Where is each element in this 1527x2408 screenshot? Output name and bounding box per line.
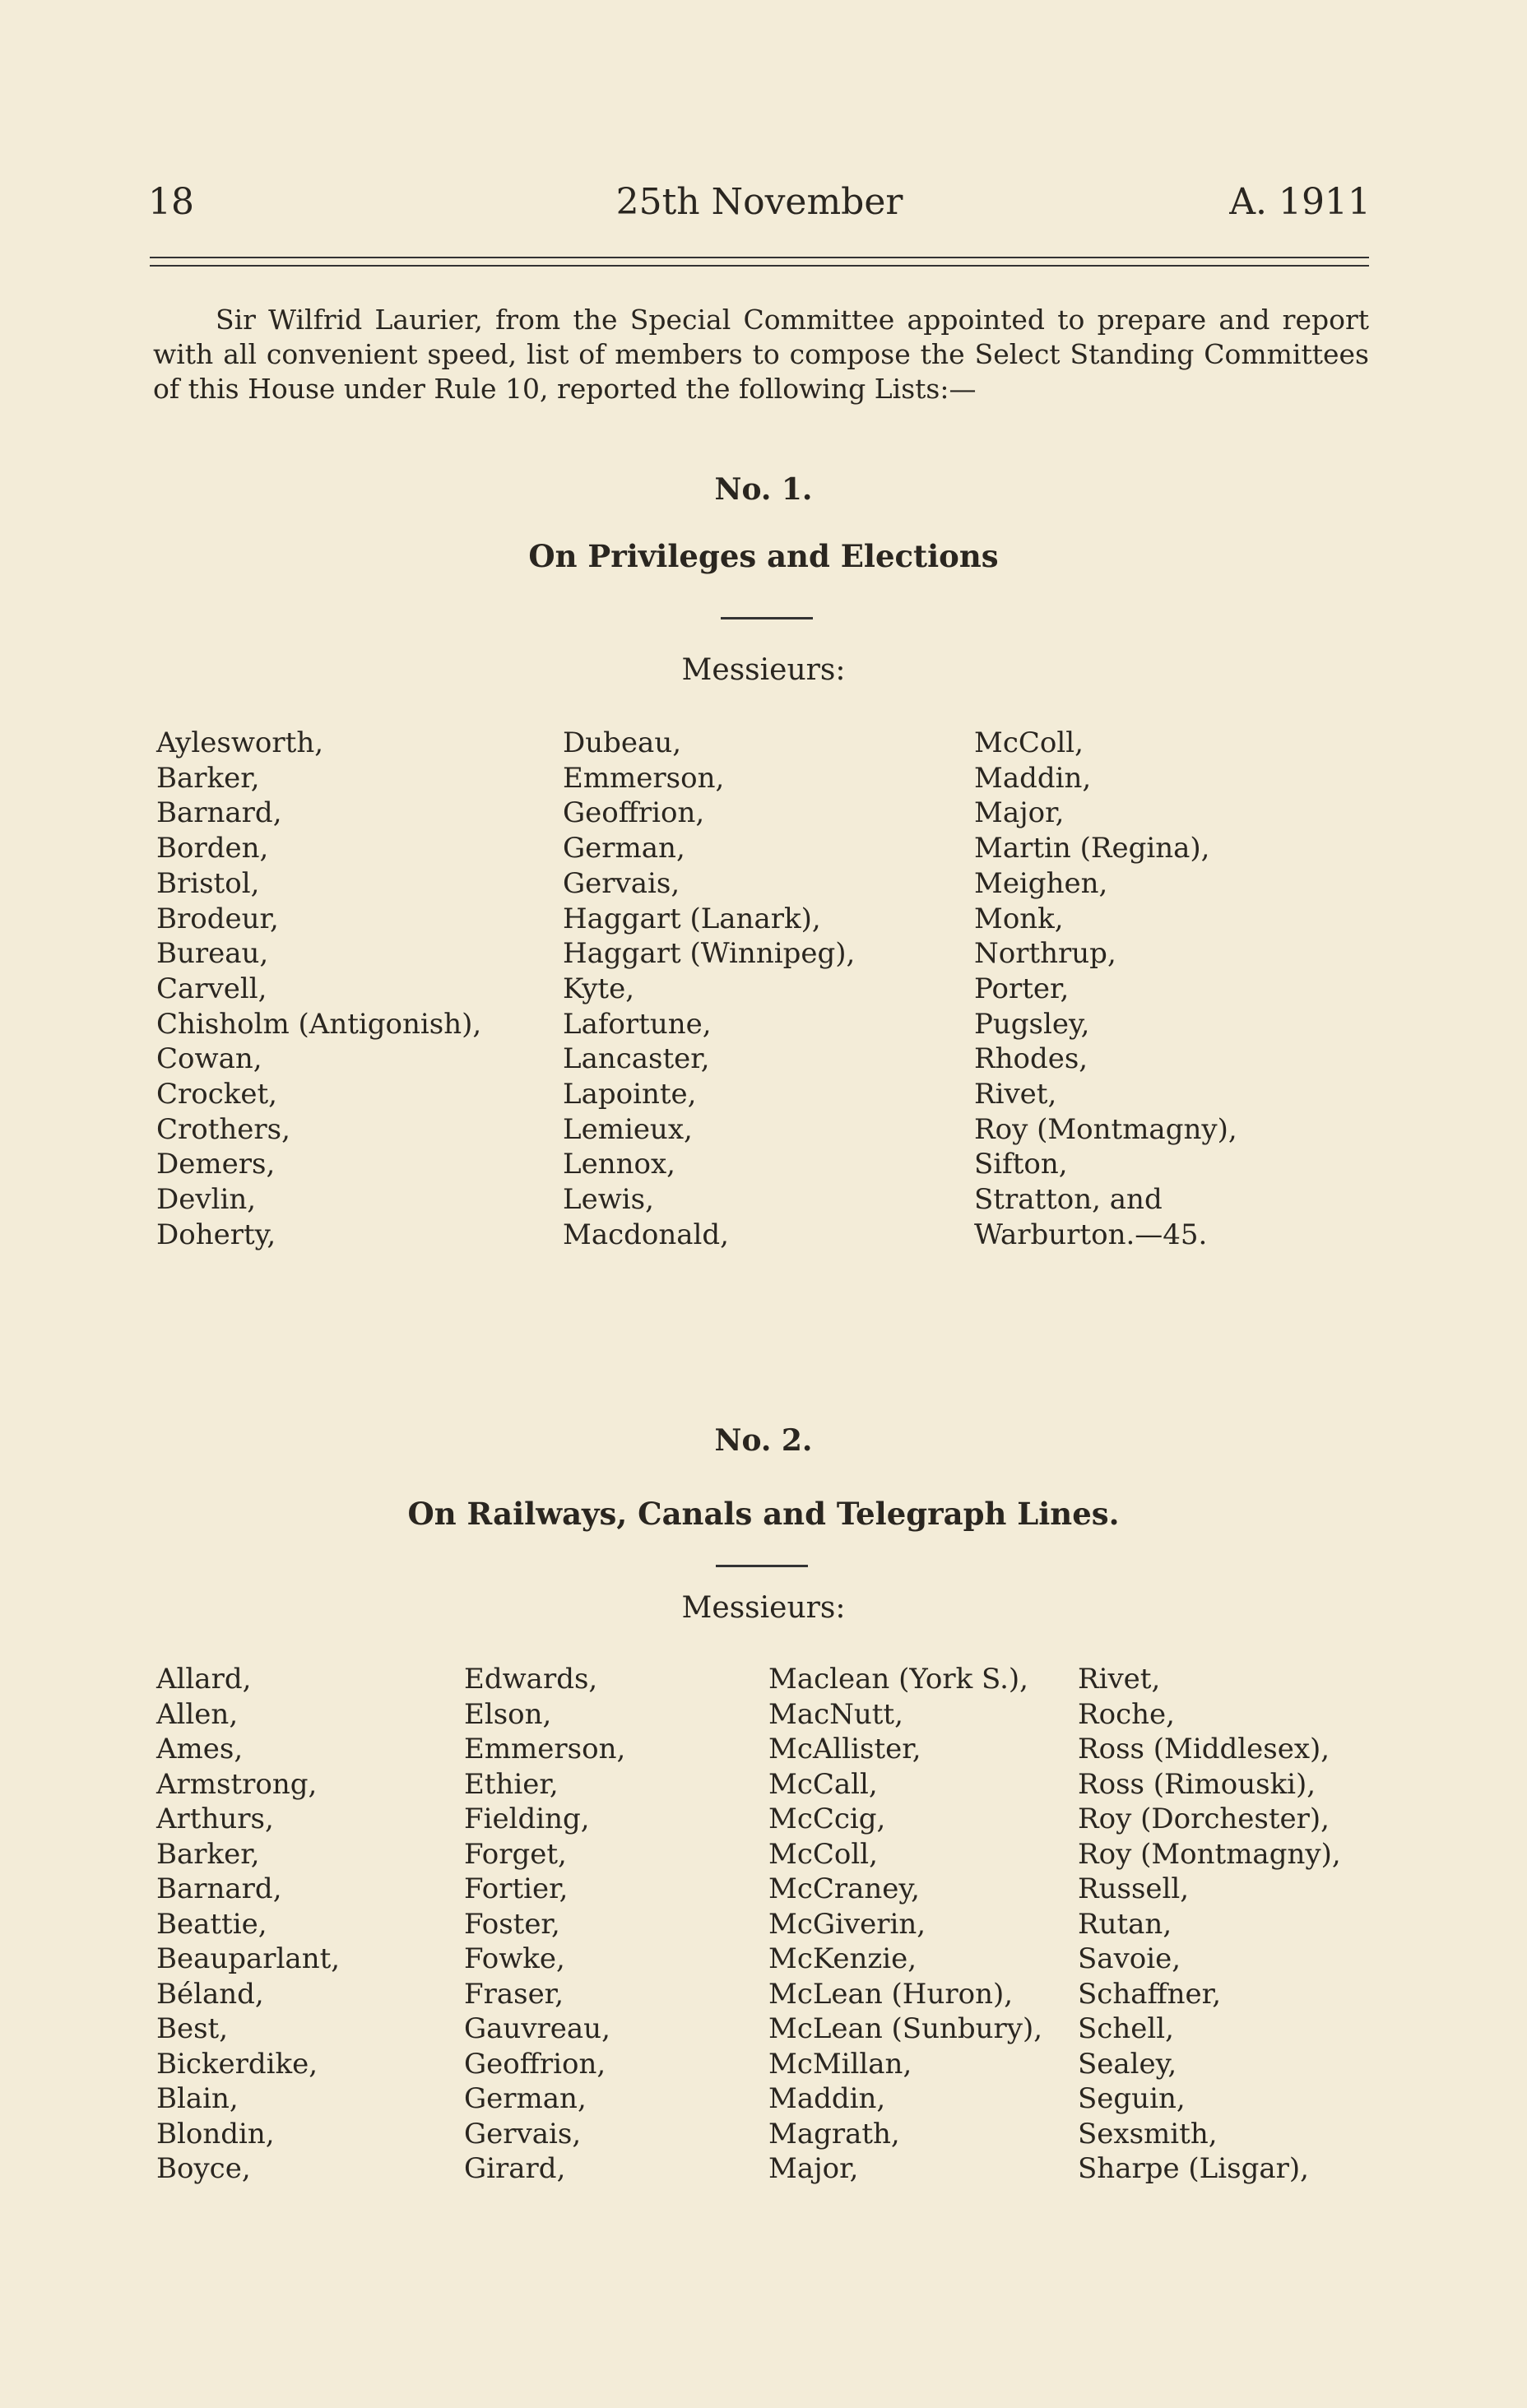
member-name: Porter,: [974, 972, 1070, 1005]
list2-title: On Railways, Canals and Telegraph Lines.: [407, 1496, 1120, 1532]
member-name: Fowke,: [464, 1942, 565, 1975]
member-name: Lapointe,: [563, 1078, 697, 1111]
member-name: Maddin,: [974, 761, 1092, 795]
member-name: Borden,: [156, 832, 269, 865]
member-name: Sharpe (Lisgar),: [1078, 2152, 1309, 2185]
member-name: Northrup,: [974, 937, 1116, 971]
member-name: Geoffrion,: [563, 796, 705, 830]
list2-salutation: Messieurs:: [681, 1591, 846, 1625]
member-name: Aylesworth,: [156, 726, 324, 759]
member-name: Roche,: [1078, 1697, 1175, 1731]
member-name: Lancaster,: [563, 1042, 710, 1076]
member-name: Blondin,: [156, 2117, 275, 2150]
member-name: McCcig,: [768, 1803, 886, 1835]
member-name: Meighen,: [974, 866, 1108, 900]
member-name: Lennox,: [563, 1148, 675, 1181]
member-name: Lewis,: [563, 1183, 654, 1217]
member-name: Rivet,: [974, 1078, 1057, 1111]
member-name: Maddin,: [768, 2082, 886, 2115]
member-name: Best,: [156, 2012, 229, 2045]
member-name: Foster,: [464, 1907, 560, 1941]
member-name: Russell,: [1078, 1872, 1190, 1905]
member-name: Ross (Rimouski),: [1078, 1767, 1316, 1801]
member-name: Blain,: [156, 2082, 239, 2115]
member-name: Schaffner,: [1078, 1977, 1222, 2011]
intro-paragraph: [153, 303, 1369, 406]
member-name: Brodeur,: [156, 902, 279, 935]
member-name: Elson,: [464, 1697, 552, 1731]
list1-salutation: Messieurs:: [681, 653, 846, 687]
member-name: Devlin,: [156, 1183, 257, 1217]
header-year: A. 1911: [1229, 181, 1371, 223]
list2-short-rule: [716, 1565, 808, 1567]
member-name: Allard,: [156, 1663, 252, 1696]
list1-column-1: [156, 726, 481, 1253]
member-name: Sifton,: [974, 1148, 1068, 1181]
member-name: Magrath,: [768, 2117, 900, 2150]
member-name: McLean (Sunbury),: [768, 2012, 1043, 2045]
member-name: McCraney,: [768, 1872, 920, 1905]
list2-column-4: [1078, 1662, 1341, 2187]
member-name: Béland,: [156, 1977, 264, 2011]
member-name: Martin (Regina),: [974, 832, 1210, 865]
member-name: Dubeau,: [563, 726, 682, 759]
member-name: Allen,: [156, 1697, 239, 1731]
member-name: Fielding,: [464, 1803, 590, 1835]
member-name: Sexsmith,: [1078, 2117, 1218, 2150]
intro-text: Sir Wilfrid Laurier, from the Special Committee appointed to prepare and report with all convenient speed, list of members to compose the Select Standing Committees of this House under Rule 10, reported the following Lists:—: [153, 304, 1369, 405]
member-name: Roy (Montmagny),: [974, 1112, 1237, 1146]
list1-column-3: [974, 726, 1237, 1253]
member-name: Roy (Montmagny),: [1078, 1837, 1341, 1871]
member-name: Savoie,: [1078, 1942, 1181, 1975]
member-name: Haggart (Lanark),: [563, 902, 821, 935]
member-name: Edwards,: [464, 1663, 598, 1696]
member-name: Barker,: [156, 761, 260, 795]
member-name: Ross (Middlesex),: [1078, 1733, 1330, 1765]
member-name: Bickerdike,: [156, 2047, 318, 2081]
member-name: Doherty,: [156, 1218, 276, 1251]
member-name: McKenzie,: [768, 1942, 917, 1975]
member-name: Schell,: [1078, 2012, 1174, 2045]
member-name: McLean (Huron),: [768, 1977, 1014, 2011]
member-name: Bureau,: [156, 937, 269, 971]
member-name: Monk,: [974, 902, 1064, 935]
list1-title: On Privileges and Elections: [528, 538, 999, 574]
member-name: Geoffrion,: [464, 2047, 606, 2081]
list1-short-rule: [721, 617, 813, 619]
member-name: Roy (Dorchester),: [1078, 1803, 1330, 1835]
member-name: McAllister,: [768, 1733, 921, 1765]
member-name: McGiverin,: [768, 1907, 926, 1941]
member-name: Boyce,: [156, 2152, 251, 2185]
member-name: Gervais,: [563, 866, 680, 900]
member-name: Sealey,: [1078, 2047, 1177, 2081]
list1-column-2: [563, 726, 855, 1253]
member-name: Ethier,: [464, 1767, 559, 1801]
member-name: Warburton.—45.: [974, 1218, 1208, 1251]
member-name: MacNutt,: [768, 1697, 903, 1731]
member-name: Demers,: [156, 1148, 276, 1181]
member-name: Emmerson,: [563, 761, 725, 795]
member-name: Pugsley,: [974, 1007, 1090, 1041]
member-name: McColl,: [768, 1837, 878, 1871]
page-number: 18: [148, 181, 194, 223]
member-name: Barnard,: [156, 796, 282, 830]
member-name: McMillan,: [768, 2047, 912, 2081]
member-name: Gauvreau,: [464, 2012, 610, 2045]
member-name: Barker,: [156, 1837, 260, 1871]
member-name: Carvell,: [156, 972, 267, 1005]
list1-number: No. 1.: [714, 472, 813, 507]
member-name: Kyte,: [563, 972, 635, 1005]
member-name: Gervais,: [464, 2117, 582, 2150]
member-name: Haggart (Winnipeg),: [563, 937, 856, 971]
member-name: Major,: [974, 796, 1065, 830]
member-name: Crocket,: [156, 1078, 277, 1111]
member-name: Crothers,: [156, 1112, 290, 1146]
list2-number: No. 2.: [714, 1423, 813, 1458]
member-name: Beauparlant,: [156, 1942, 341, 1975]
member-name: Chisholm (Antigonish),: [156, 1007, 482, 1041]
member-name: Girard,: [464, 2152, 566, 2185]
member-name: Lemieux,: [563, 1112, 693, 1146]
list2-column-3: [768, 1662, 1042, 2187]
member-name: Lafortune,: [563, 1007, 712, 1041]
member-name: German,: [464, 2082, 587, 2115]
member-name: Cowan,: [156, 1042, 262, 1076]
header-double-rule: [150, 257, 1369, 267]
member-name: McCall,: [768, 1767, 878, 1801]
member-name: Barnard,: [156, 1872, 282, 1905]
member-name: Rivet,: [1078, 1663, 1161, 1696]
member-name: Rhodes,: [974, 1042, 1088, 1076]
member-name: Maclean (York S.),: [768, 1663, 1028, 1696]
member-name: Seguin,: [1078, 2082, 1186, 2115]
member-name: Fortier,: [464, 1872, 569, 1905]
member-name: McColl,: [974, 726, 1084, 759]
member-name: Arthurs,: [156, 1803, 274, 1835]
list2-column-2: [464, 1662, 625, 2187]
list2-column-1: [156, 1662, 340, 2187]
member-name: Armstrong,: [156, 1767, 318, 1801]
member-name: German,: [563, 832, 685, 865]
page-header: [148, 173, 1371, 230]
member-name: Ames,: [156, 1733, 244, 1765]
member-name: Forget,: [464, 1837, 567, 1871]
member-name: Beattie,: [156, 1907, 267, 1941]
member-name: Bristol,: [156, 866, 260, 900]
member-name: Major,: [768, 2152, 859, 2185]
member-name: Rutan,: [1078, 1907, 1172, 1941]
member-name: Stratton, and: [974, 1183, 1163, 1217]
header-date: 25th November: [615, 181, 903, 223]
member-name: Macdonald,: [563, 1218, 729, 1251]
member-name: Emmerson,: [464, 1733, 626, 1765]
member-name: Fraser,: [464, 1977, 564, 2011]
